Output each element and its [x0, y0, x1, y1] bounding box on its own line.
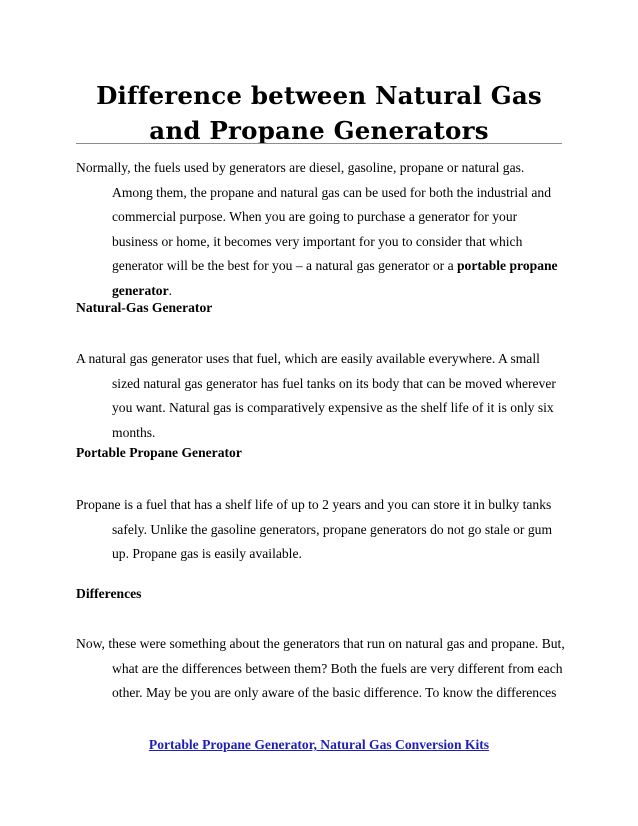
section-body-propane: Propane is a fuel that has a shelf life of up to 2 years and you can store it in bulky tanks safely. Unlike the gasoline generators, propane generators do not go stale or gum up. Propane gas is easily available.	[76, 497, 553, 561]
page-title: Difference between Natural Gas and Propane Generators	[96, 81, 542, 145]
intro-paragraph	[76, 156, 566, 303]
footer-link[interactable]: Portable Propane Generator, Natural Gas Conversion Kits	[148, 737, 490, 752]
section-body-natural-gas: A natural gas generator uses that fuel, which are easily available everywhere. A small sized natural gas generator has fuel tanks on its body that can be moved wherever you want. Natural gas is comparatively expensive as the shelf life of it is only six months.	[76, 351, 556, 440]
bold-keyword: portable propane generator	[112, 258, 558, 298]
section-heading-differences: Differences	[76, 586, 142, 601]
section-heading-propane: Portable Propane Generator	[76, 445, 242, 460]
footer	[0, 735, 638, 755]
intro-end: .	[168, 282, 173, 298]
intro-text: Normally, the fuels used by generators are diesel, gasoline, propane or natural gas. Among them, the propane and natural gas can be used for both the industrial and commercial purpose. When you are going to purchase a generator for your business or home, it becomes very important for you to consider that which generator will be the best for you – a natural gas generator or a	[76, 160, 552, 273]
section-body-differences: Now, these were something about the generators that run on natural gas and propane. But, what are the differences between them? Both the fuels are very different from each other. May be you are only aware of the basic difference. To know the differences	[76, 636, 565, 700]
section-heading-natural-gas: Natural-Gas Generator	[76, 300, 213, 315]
title-divider	[76, 143, 562, 144]
